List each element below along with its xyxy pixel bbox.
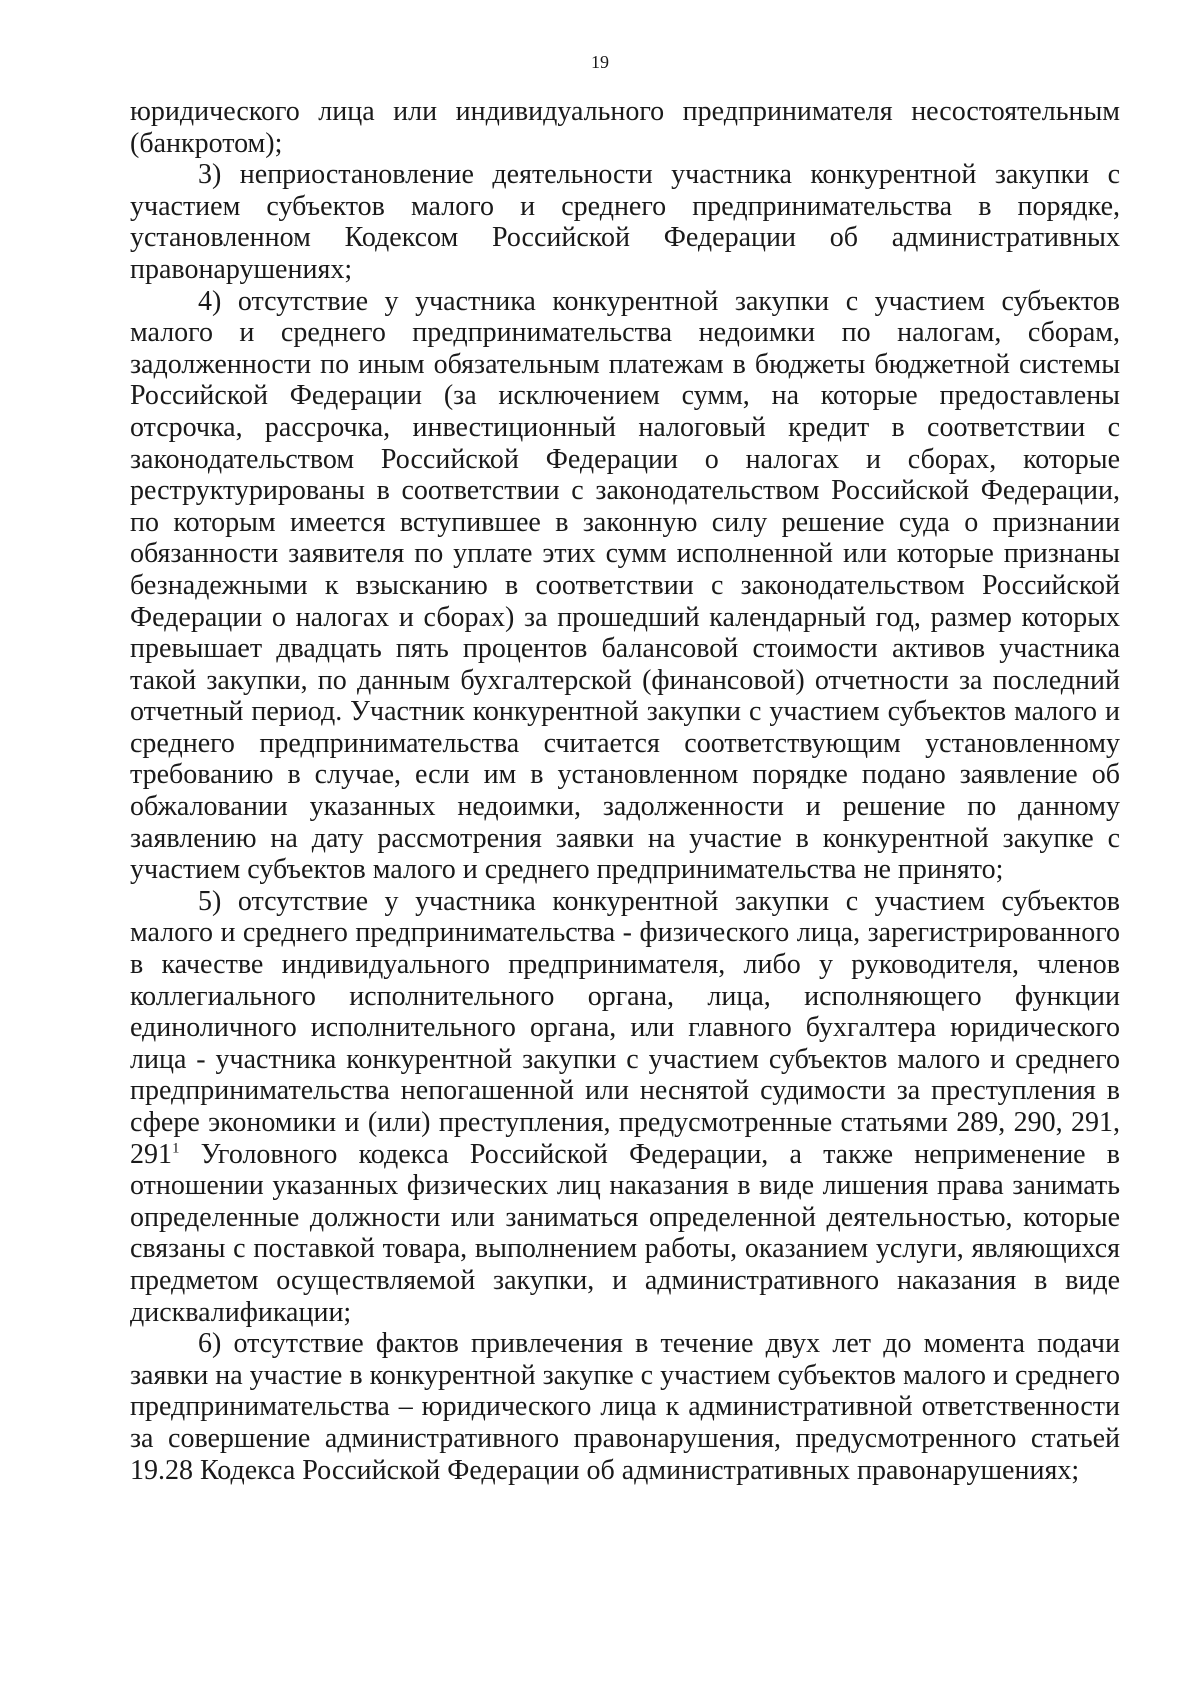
paragraph-text: 4) отсутствие у участника конкурентной закупки с участием субъектов малого и среднего предпринимательства недоимки по налогам, сборам, задолженности по иным обязательным платежам в бюджеты бюджетной системы Российской Федерации (за исключением сумм, на которые предоставлены отсрочка, рассрочка, инвестиционный налоговый кредит в соответствии с законодательством Российской Федерации о налогах и сборах, которые реструктурированы в соответствии с законодательством Российской Федерации, по которым имеется вступившее в законную силу решение суда о признании обязанности заявителя по уплате этих сумм исполненной или которые признаны безнадежными к взысканию в соответствии с законодательством Российской Федерации о налогах и сборах) за прошедший календарный год, размер которых превышает двадцать пять процентов балансовой стоимости активов участника такой закупки, по данным бухгалтерской (финансовой) отчетности за последний отчетный период. Участник конкурентной закупки с участием субъектов малого и среднего предпринимательства считается соответствующим установленному требованию в случае, если им в установленном порядке подано заявление об обжаловании указанных недоимки, задолженности и решение по данному заявлению на дату рассмотрения заявки на участие в конкурентной закупке с участием субъектов малого и среднего предпринимательства не принято; [130, 285, 1120, 886]
paragraph-text: 5) отсутствие у участника конкурентной закупки с участием субъектов малого и среднего предпринимательства - физического лица, зарегистрированного в качестве индивидуального предпринимателя, либо у руководителя, членов коллегиального исполнительного органа, лица, исполняющего функции единоличного исполнительного органа, или главного бухгалтера юридического лица - участника конкурентной закупки с участием субъектов малого и среднего предпринимательства непогашенной или неснятой судимости за преступления в сфере экономики и (или) преступления, предусмотренные статьями 289, 290, 291, 291 [130, 885, 1120, 1170]
paragraph-item-6 [130, 1328, 1120, 1486]
paragraph-continuation [130, 96, 1120, 159]
document-body [130, 96, 1120, 1486]
page-number: 19 [591, 52, 609, 72]
paragraph-text: 3) неприостановление деятельности участника конкурентной закупки с участием субъектов малого и среднего предпринимательства в порядке, установленном Кодексом Российской Федерации об административных правонарушениях; [130, 159, 1120, 285]
paragraph-item-4 [130, 286, 1120, 886]
paragraph-text: юридического лица или индивидуального предпринимателя несостоятельным (банкротом); [130, 96, 1120, 159]
paragraph-text-continued: Уголовного кодекса Российской Федерации, а также неприменение в отношении указанных физических лиц наказания в виде лишения права занимать определенные должности или заниматься определенной деятельностью, которые связаны с поставкой товара, выполнением работы, оказанием услуги, являющихся предметом осуществляемой закупки, и административного наказания в виде дисквалификации; [130, 1138, 1120, 1328]
paragraph-item-3 [130, 159, 1120, 285]
paragraph-item-5 [130, 886, 1120, 1328]
paragraph-text: 6) отсутствие фактов привлечения в течение двух лет до момента подачи заявки на участие в конкурентной закупке с участием субъектов малого и среднего предпринимательства – юридического лица к административной ответственности за совершение административного правонарушения, предусмотренного статьей 19.28 Кодекса Российской Федерации об административных правонарушениях; [130, 1328, 1120, 1486]
article-superscript: 1 [172, 1140, 180, 1157]
